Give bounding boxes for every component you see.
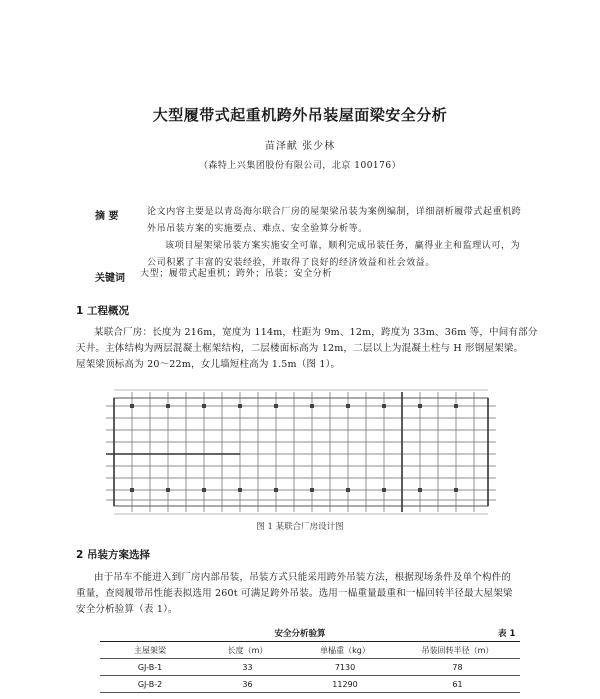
section-1-heading: 1 工程概况 xyxy=(76,305,129,317)
table-cell: GJ-B-2 xyxy=(100,676,200,693)
table-cell: GJ-B-1 xyxy=(100,659,200,676)
column-header: 长度（m） xyxy=(200,642,295,659)
column-header: 主屋架梁 xyxy=(100,642,200,659)
paragraph-line: 屋架梁顶标高为 20～22m，女儿墙短柱高为 1.5m（图 1）。 xyxy=(76,359,341,370)
paper-title: 大型履带式起重机跨外吊装屋面梁安全分析 xyxy=(152,106,448,124)
table-row xyxy=(100,676,520,693)
paragraph-line: 安全分析验算（表 1）。 xyxy=(76,604,178,615)
section-2-body xyxy=(76,570,556,618)
safety-analysis-table xyxy=(100,641,520,693)
abstract-label: 摘 要 xyxy=(95,211,119,222)
section-1-body xyxy=(76,325,556,373)
table-1-label: 表 1 xyxy=(498,629,516,639)
abstract-line: 外吊吊装方案的实施要点、难点、安全验算分析等。 xyxy=(147,224,368,234)
paragraph-line: 天井。主体结构为两层混凝土框架结构，二层楼面标高为 12m，二层以上为混凝土柱与 H 形钢屋架梁。 xyxy=(76,343,524,354)
table-header-row xyxy=(100,642,520,659)
table-cell: 61 xyxy=(395,676,520,693)
table-cell: 33 xyxy=(200,659,295,676)
affiliation: （森特上兴集团股份有限公司，北京 100176） xyxy=(198,161,402,171)
table-cell: 11290 xyxy=(295,676,395,693)
paragraph-line: 重量，查阅履带吊性能表拟选用 260t 可满足跨外吊装。选用一榀重量最重和一榀回转半径最大屋架梁 xyxy=(76,588,513,599)
abstract-line: 公司积累了丰富的安装经验，并取得了良好的经济效益和社会效益。 xyxy=(147,258,436,268)
table-cell: 78 xyxy=(395,659,520,676)
figure-1-plan-drawing xyxy=(100,388,500,516)
abstract-line: 该项目屋架梁吊装方案实施安全可靠，顺利完成吊装任务，赢得业主和监理认可，为 xyxy=(165,241,521,251)
column-header: 单榀重（kg） xyxy=(295,642,395,659)
paragraph-line: 由于吊车不能进入到厂房内部吊装，吊装方式只能采用跨外吊装方法，根据现场条件及单个构件的 xyxy=(94,572,512,583)
table-cell: 36 xyxy=(200,676,295,693)
keywords-label: 关键词 xyxy=(95,273,125,284)
column-header: 吊装回转半径（m） xyxy=(395,642,520,659)
paragraph-line: 某联合厂房：长度为 216m，宽度为 114m，柱距为 9m、12m，跨度为 33m、36m 等，中间有部分 xyxy=(94,327,538,338)
figure-1-caption: 图 1 某联合厂房设计图 xyxy=(256,522,344,532)
table-1-title: 安全分析验算 xyxy=(274,629,326,639)
abstract-line: 论文内容主要是以青岛海尔联合厂房的屋架梁吊装为案例编制，详细剖析履带式起重机跨 xyxy=(147,207,522,217)
authors: 苗泽献 张少林 xyxy=(264,141,336,152)
keywords-text: 大型；履带式起重机；跨外；吊装；安全分析 xyxy=(140,269,333,279)
abstract-text xyxy=(147,204,552,272)
table-row xyxy=(100,659,520,676)
section-2-heading: 2 吊装方案选择 xyxy=(76,549,150,561)
table-cell: 7130 xyxy=(295,659,395,676)
